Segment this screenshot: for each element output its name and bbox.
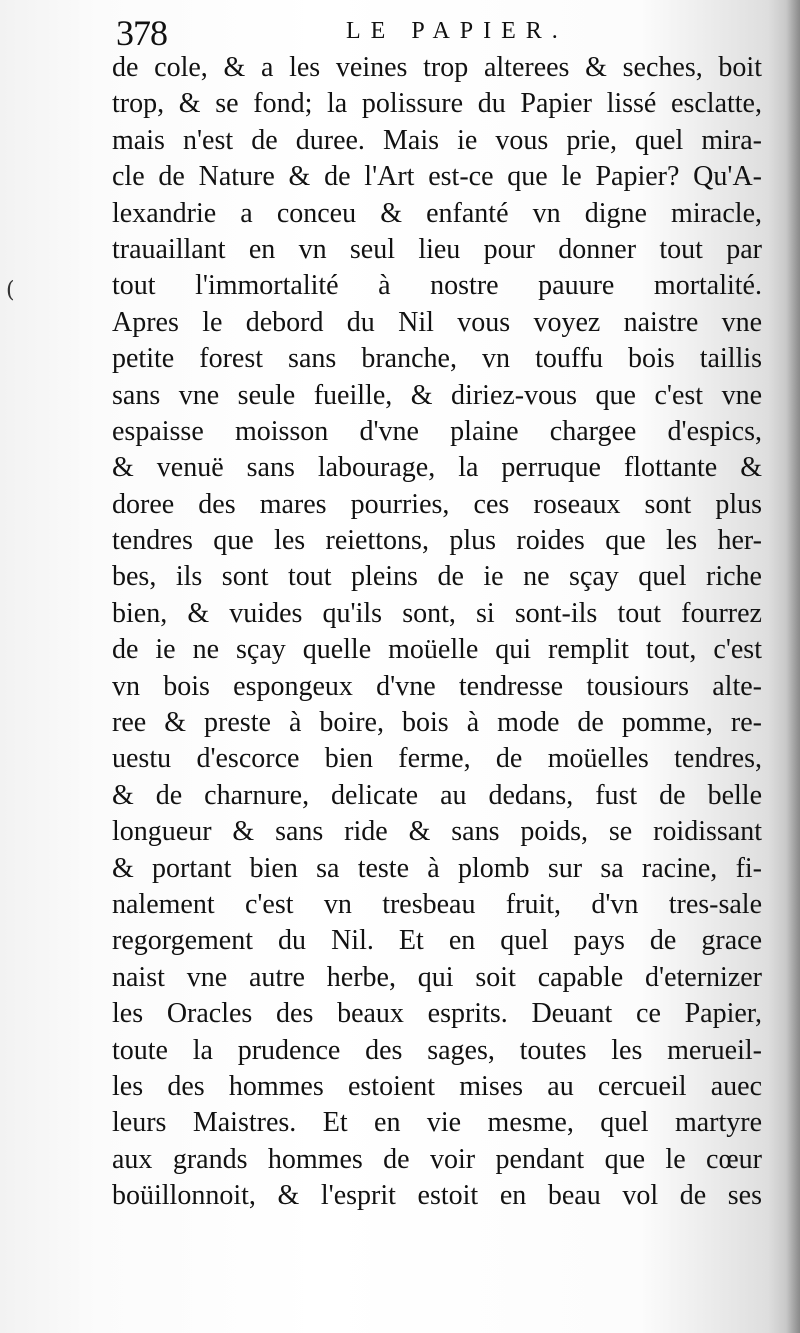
text-line: regorgement du Nil. Et en quel pays de grace [112,925,762,957]
text-line: espaisse moisson d'vne plaine chargee d'espics, [112,415,762,447]
text-line: de ie ne sçay quelle moüelle qui remplit tout, c'est [112,634,762,666]
text-line: naist vne autre herbe, qui soit capable d'eternizer [112,961,762,993]
text-line: bes, ils sont tout pleins de ie ne sçay quel riche [112,561,762,593]
text-line: bien, & vuides qu'ils sont, si sont-ils tout fourrez [112,597,762,629]
text-line: doree des mares pourries, ces roseaux sont plus [112,488,762,520]
text-line: aux grands hommes de voir pendant que le cœur [112,1143,762,1175]
text-line: petite forest sans branche, vn touffu bois taillis [112,343,762,375]
text-line: uestu d'escorce bien ferme, de moüelles tendres, [112,743,762,775]
text-line: toute la prudence des sages, toutes les merueil- [112,1034,762,1066]
text-line: ree & preste à boire, bois à mode de pomme, re- [112,707,762,739]
margin-mark: ( [6,278,15,303]
text-line: tendres que les reiettons, plus roides que les her- [112,525,762,557]
text-line: mais n'est de duree. Mais ie vous prie, quel mira- [112,124,762,156]
text-line: leurs Maistres. Et en vie mesme, quel martyre [112,1107,762,1139]
text-line: & de charnure, delicate au dedans, fust de belle [112,779,762,811]
text-line: Apres le debord du Nil vous voyez naistre vne [112,306,762,338]
text-line: vn bois espongeux d'vne tendresse tousiours alte- [112,670,762,702]
page-number: 378 [116,13,167,53]
text-line: sans vne seule fueille, & diriez-vous que c'est vne [112,379,762,411]
running-head [116,12,766,52]
text-line: cle de Nature & de l'Art est-ce que le Papier? Qu'A- [112,161,762,193]
text-line: boüillonnoit, & l'esprit estoit en beau vol de ses [112,1180,762,1212]
text-line: & portant bien sa teste à plomb sur sa racine, fi- [112,852,762,884]
header-title: LE PAPIER. [346,18,568,44]
text-line: lexandrie a conceu & enfanté vn digne miracle, [112,197,762,229]
text-line: & venuë sans labourage, la perruque flottante & [112,452,762,484]
text-line: nalement c'est vn tresbeau fruit, d'vn tres-sale [112,888,762,920]
text-line: longueur & sans ride & sans poids, se roidissant [112,816,762,848]
text-line: tout l'immortalité à nostre pauure mortalité. [112,270,762,302]
spine-shadow [786,0,800,1333]
text-line: les des hommes estoient mises au cercueil auec [112,1070,762,1102]
text-line: trop, & se fond; la polissure du Papier lissé esclatte, [112,88,762,120]
text-line: les Oracles des beaux esprits. Deuant ce Papier, [112,998,762,1030]
text-line: de cole, & a les veines trop alterees & seches, boit [112,52,762,83]
body-text [112,50,762,1215]
text-line: trauaillant en vn seul lieu pour donner tout par [112,233,762,265]
